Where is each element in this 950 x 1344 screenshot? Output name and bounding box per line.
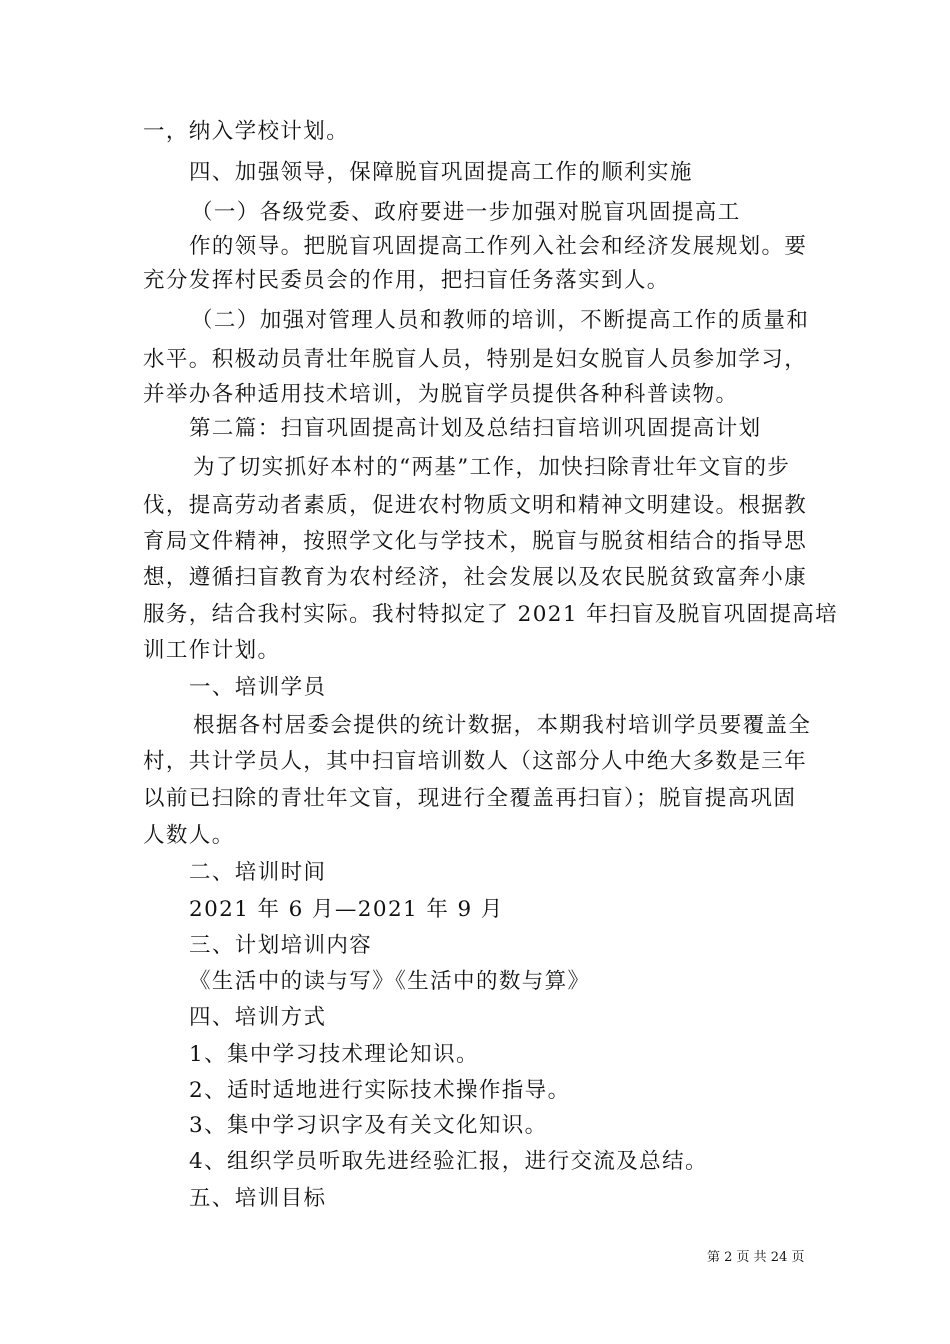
section-heading: 一、培训学员 — [189, 675, 327, 700]
text-line: 伐，提高劳动者素质，促进农村物质文明和精神文明建设。根据教 — [143, 493, 808, 518]
section-heading: 四、培训方式 — [189, 1005, 327, 1030]
list-item: 3、集中学习识字及有关文化知识。 — [189, 1113, 548, 1138]
text-line: 一，纳入学校计划。 — [143, 119, 350, 144]
text-line: 水平。积极动员青壮年脱盲人员，特别是妇女脱盲人员参加学习， — [143, 347, 808, 372]
section-heading: 四、加强领导，保障脱盲巩固提高工作的顺利实施 — [189, 160, 693, 185]
section-title: 第二篇：扫盲巩固提高计划及总结扫盲培训巩固提高计划 — [189, 416, 762, 441]
text-line: 训工作计划。 — [143, 638, 281, 663]
text-line: （二）加强对管理人员和教师的培训，不断提高工作的质量和 — [191, 308, 810, 333]
text-line: 服务，结合我村实际。我村特拟定了 2021 年扫盲及脱盲巩固提高培 — [143, 602, 839, 627]
list-item: 4、组织学员听取先进经验汇报，进行交流及总结。 — [189, 1149, 708, 1174]
text-line: 人数人。 — [143, 823, 235, 848]
text-line: 为了切实抓好本村的“两基”工作，加快扫除青壮年文盲的步 — [193, 455, 791, 480]
text-line: 2021 年 6 月—2021 年 9 月 — [189, 897, 504, 922]
text-line: 并举办各种适用技术培训，为脱盲学员提供各种科普读物。 — [143, 382, 739, 407]
text-line: 村，共计学员人，其中扫盲培训数人（这部分人中绝大多数是三年 — [143, 749, 808, 774]
text-line: 想，遵循扫盲教育为农村经济，社会发展以及农民脱贫致富奔小康 — [143, 565, 808, 590]
section-heading: 二、培训时间 — [189, 860, 327, 885]
text-line: （一）各级党委、政府要进一步加强对脱盲巩固提高工 — [191, 200, 741, 225]
section-heading: 三、计划培训内容 — [189, 933, 373, 958]
page-number: 第 2 页 共 24 页 — [707, 1250, 805, 1265]
text-line: 《生活中的读与写》《生活中的数与算》 — [189, 969, 591, 994]
section-heading: 五、培训目标 — [189, 1186, 327, 1211]
text-line: 作的领导。把脱盲巩固提高工作列入社会和经济发展规划。要 — [189, 234, 808, 259]
text-line: 充分发挥村民委员会的作用，把扫盲任务落实到人。 — [143, 268, 670, 293]
text-line: 以前已扫除的青壮年文盲，现进行全覆盖再扫盲）；脱盲提高巩固 — [143, 786, 797, 811]
list-item: 1、集中学习技术理论知识。 — [189, 1042, 479, 1067]
text-line: 根据各村居委会提供的统计数据，本期我村培训学员要覆盖全 — [193, 713, 812, 738]
list-item: 2、适时适地进行实际技术操作指导。 — [189, 1078, 571, 1103]
text-line: 育局文件精神，按照学文化与学技术，脱盲与脱贫相结合的指导思 — [143, 529, 808, 554]
